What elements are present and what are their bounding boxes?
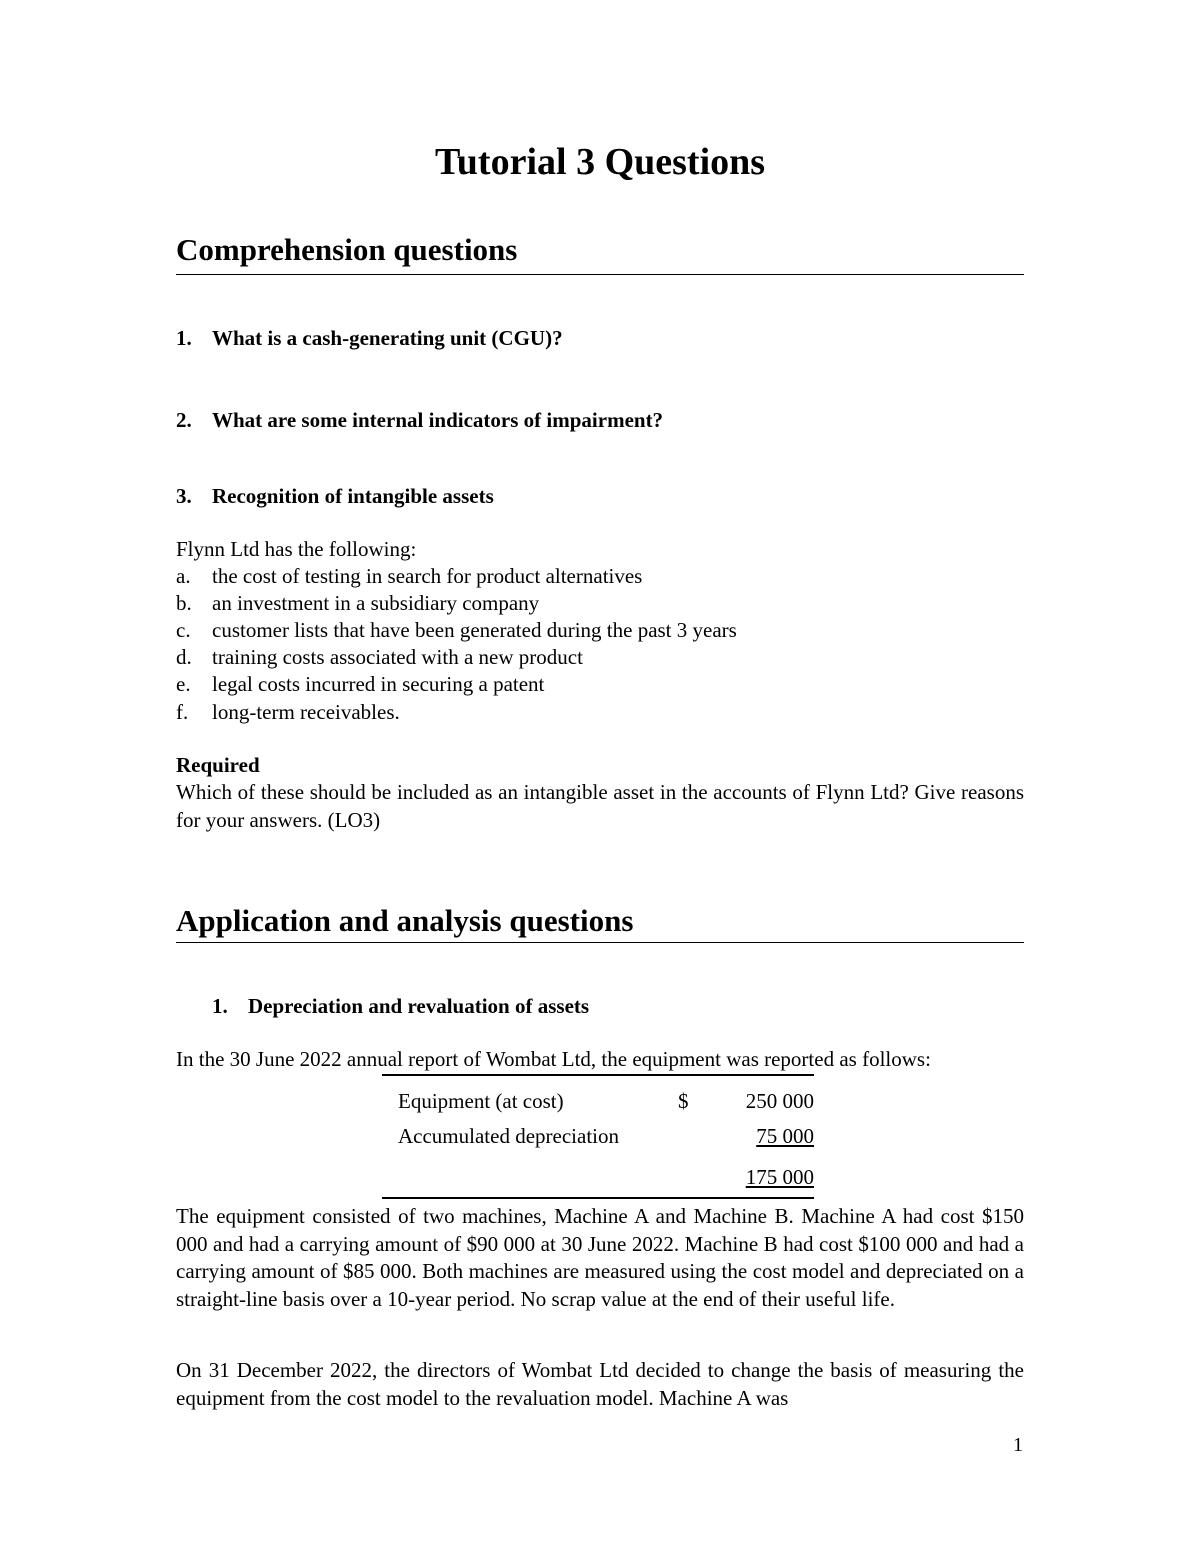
question-number: 2.: [176, 408, 192, 432]
required-text: Which of these should be included as an intangible asset in the accounts of Flynn Ltd? Give reasons for your answers. (LO3): [176, 780, 1024, 832]
table-top-border: [382, 1074, 814, 1076]
table-value-equipment: 250 000: [745, 1089, 814, 1113]
question-number: 3.: [176, 484, 192, 508]
wombat-intro: In the 30 June 2022 annual report of Wombat Ltd, the equipment was reported as follows:: [176, 1047, 931, 1071]
comprehension-question-2: [176, 408, 663, 433]
table-label-accumulated-depreciation: Accumulated depreciation: [398, 1124, 619, 1148]
flynn-intro: Flynn Ltd has the following:: [176, 537, 417, 561]
question-text: What are some internal indicators of impairment?: [212, 408, 664, 432]
question-text: Recognition of intangible assets: [212, 484, 494, 508]
application-heading: Application and analysis questions: [176, 903, 634, 938]
directors-paragraph: On 31 December 2022, the directors of Wombat Ltd decided to change the basis of measuring the equipment from the cost model to the revaluation model. Machine A was: [176, 1358, 1024, 1410]
comprehension-question-1: [176, 326, 563, 351]
question-number: 1.: [176, 326, 192, 350]
required-label: Required: [176, 753, 260, 777]
table-bottom-border: [382, 1197, 814, 1199]
comprehension-heading: Comprehension questions: [176, 232, 518, 267]
list-item: c. customer lists that have been generated during the past 3 years: [176, 618, 737, 642]
table-label-equipment: Equipment (at cost): [398, 1089, 564, 1113]
page-number: 1: [1013, 1434, 1023, 1456]
heading-rule: [176, 274, 1024, 275]
question-text: What is a cash-generating unit (CGU)?: [212, 326, 563, 350]
comprehension-question-3: [176, 484, 494, 509]
machines-paragraph: The equipment consisted of two machines, Machine A and Machine B. Machine A had cost $150 000 and had a carrying amount of $90 000 at 30 June 2022. Machine B had cost $100 000 and had a carrying amount of $85 000. Both machines are measured using the cost model and depreciated on a straight-line basis over a 10-year period. No scrap value at the end of their useful life.: [176, 1204, 1024, 1311]
table-value-total: 175 000: [745, 1165, 814, 1189]
heading-rule: [176, 942, 1024, 943]
application-question-1: [212, 994, 589, 1019]
question-text: Depreciation and revaluation of assets: [248, 994, 590, 1018]
question-number: 1.: [212, 994, 228, 1018]
table-currency: $: [678, 1089, 689, 1113]
page-title: Tutorial 3 Questions: [434, 141, 766, 183]
list-item: f. long-term receivables.: [176, 700, 400, 724]
table-value-accumulated-depreciation: 75 000: [756, 1124, 814, 1148]
list-item: b. an investment in a subsidiary company: [176, 591, 540, 615]
list-item: d. training costs associated with a new product: [176, 645, 583, 669]
list-item: a. the cost of testing in search for product alternatives: [176, 564, 643, 588]
list-item: e. legal costs incurred in securing a patent: [176, 672, 545, 696]
